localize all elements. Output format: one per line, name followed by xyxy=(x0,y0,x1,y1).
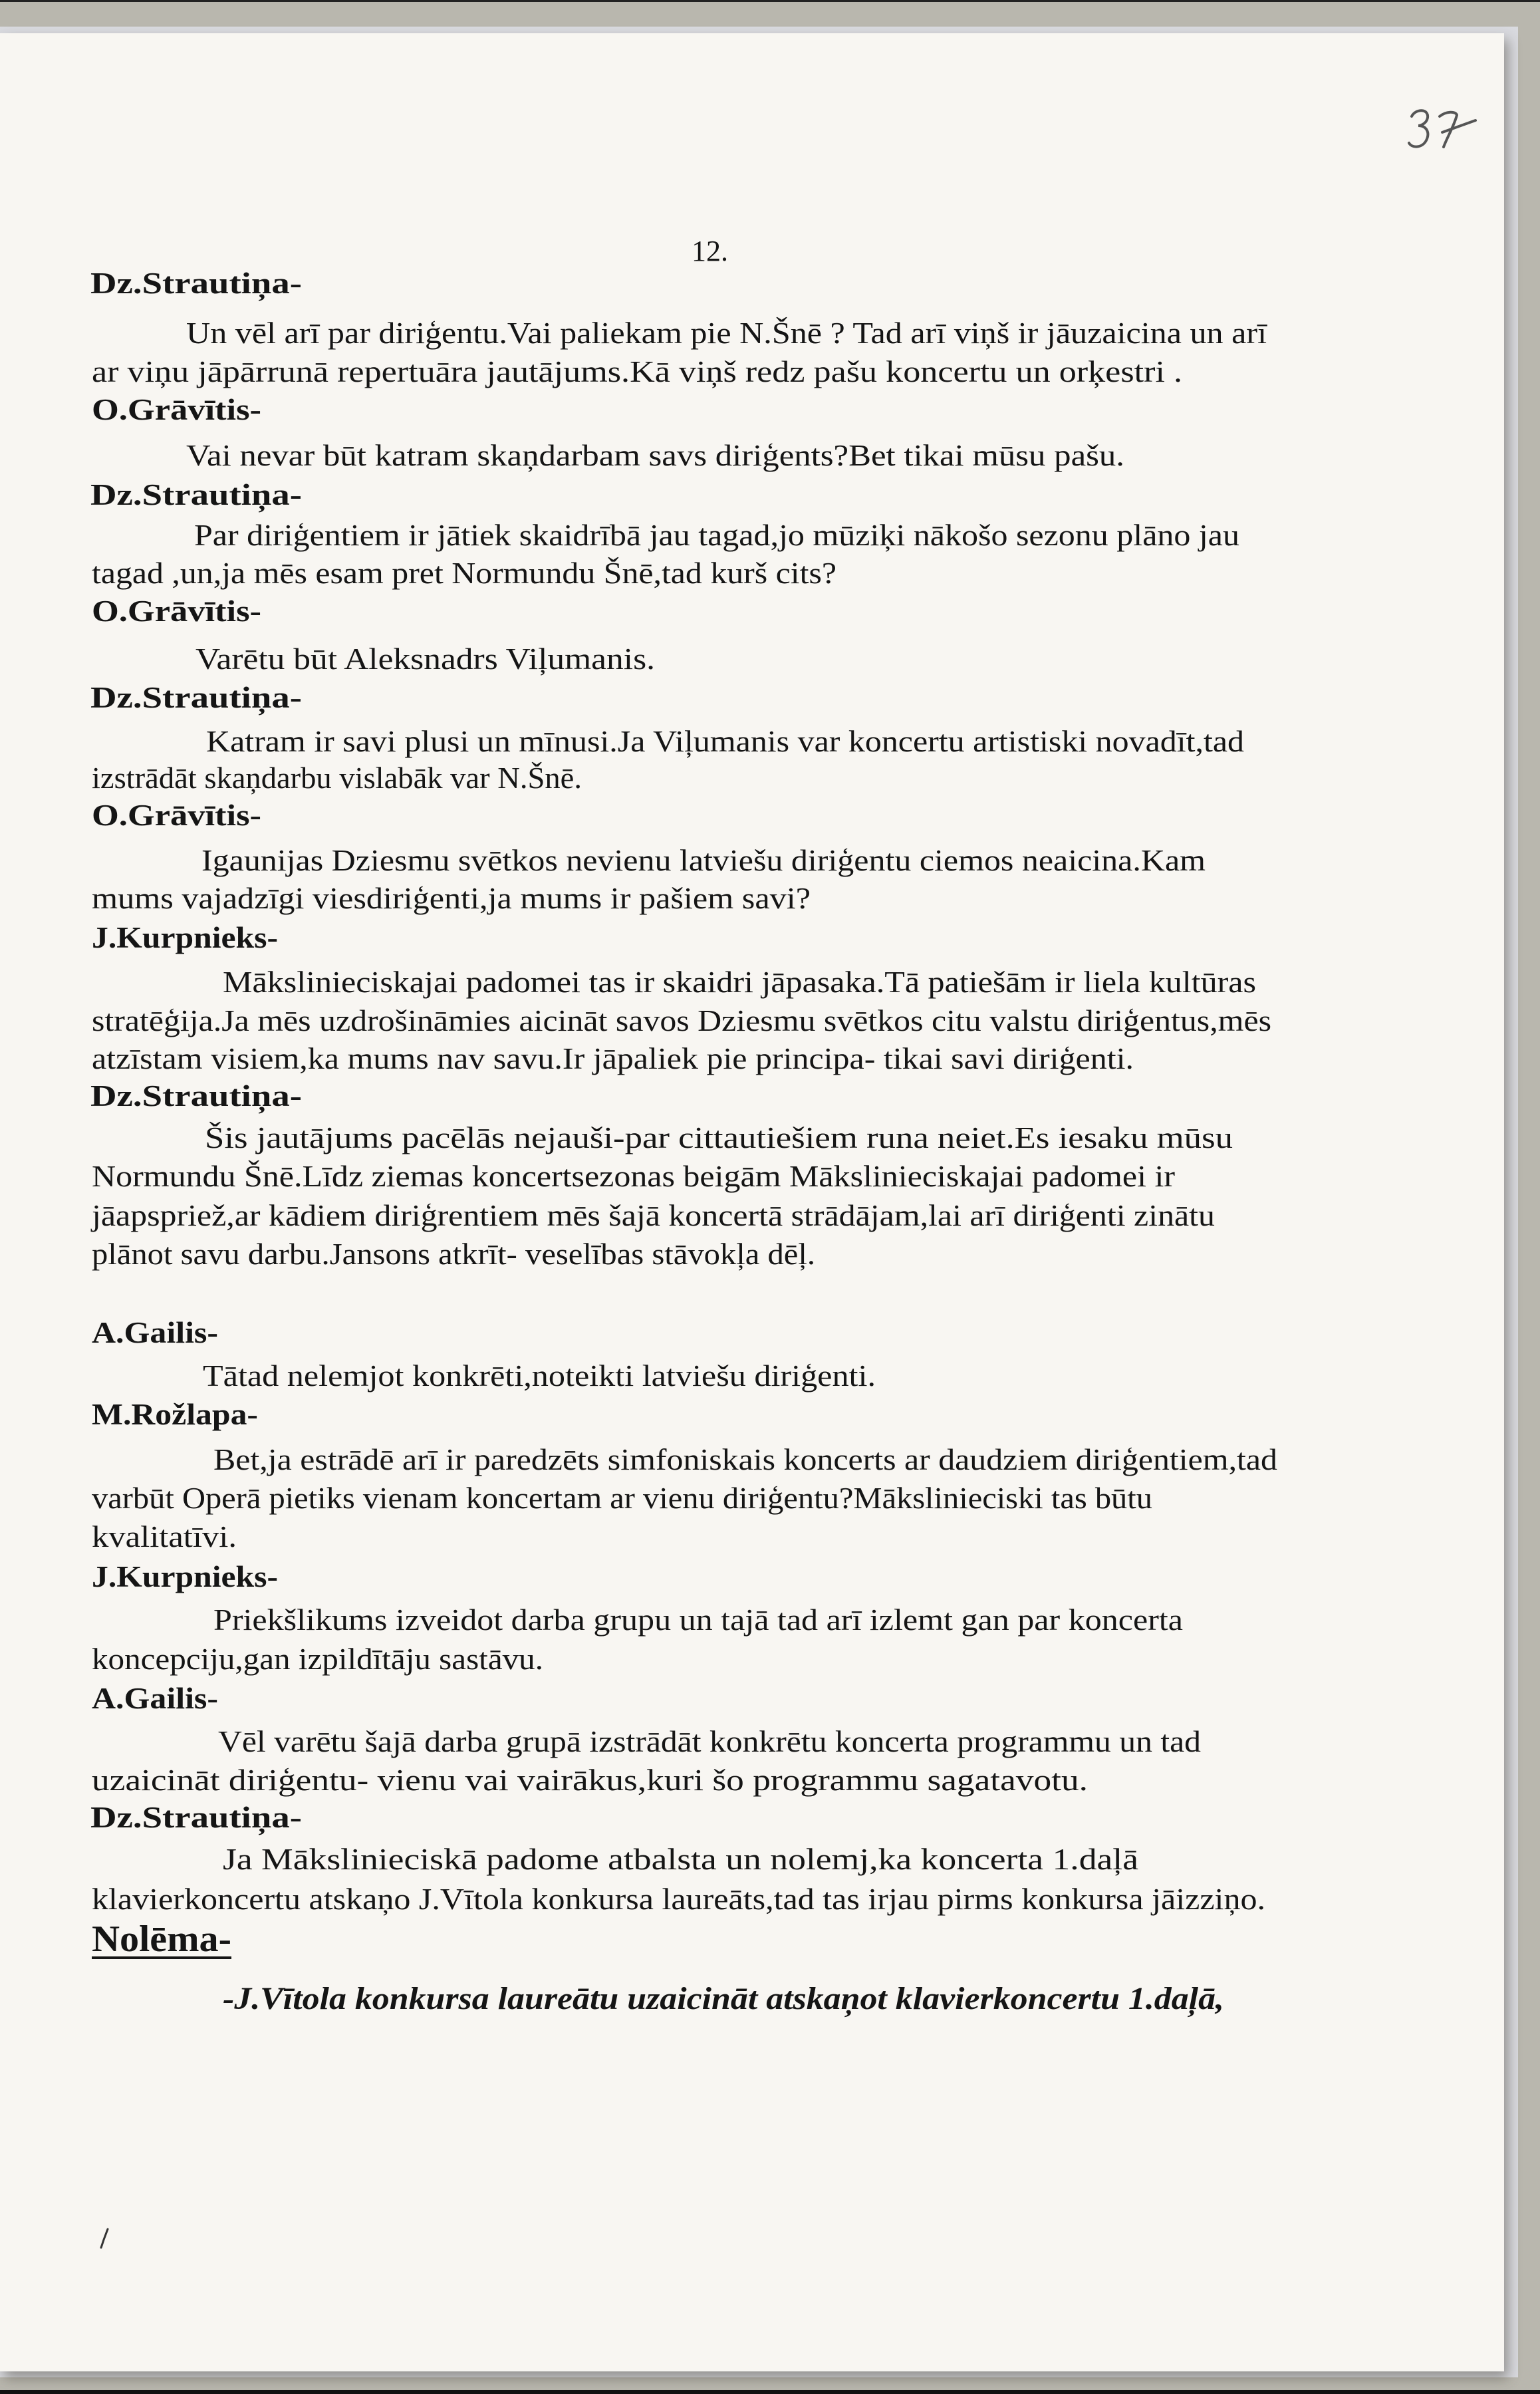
speech-line: koncepciju,gan izpildītāju sastāvu. xyxy=(92,1642,543,1676)
speaker-label: J.Kurpnieks- xyxy=(92,921,278,954)
speech-line: izstrādāt skaņdarbu vislabāk var N.Šnē. xyxy=(92,761,582,795)
speech-line: Un vēl arī par diriģentu.Vai paliekam pie N.Šnē ? Tad arī viņš ir jāuzaicina un arī xyxy=(186,316,1267,350)
speaker-label: Dz.Strautiņa- xyxy=(90,267,302,300)
speaker-label: M.Rožlapa- xyxy=(92,1398,258,1431)
speech-line: Vēl varētu šajā darba grupā izstrādāt konkrētu koncerta programmu un tad xyxy=(218,1724,1201,1758)
speech-line: Mākslinieciskajai padomei tas ir skaidri jāpasaka.Tā patiešām ir liela kultūras xyxy=(223,965,1256,999)
handwritten-folio-number xyxy=(1406,103,1479,156)
speech-line: Vai nevar būt katram skaņdarbam savs diriģents?Bet tikai mūsu pašu. xyxy=(186,438,1124,472)
pen-mark xyxy=(98,2228,112,2252)
speech-line: tagad ,un,ja mēs esam pret Normundu Šnē,tad kurš cits? xyxy=(92,556,836,590)
speech-line: Par diriģentiem ir jātiek skaidrībā jau tagad,jo mūziķi nākošo sezonu plāno jau xyxy=(194,518,1239,552)
speech-line: Normundu Šnē.Līdz ziemas koncertsezonas beigām Mākslinieciskajai padomei ir xyxy=(92,1159,1176,1193)
speaker-label: Dz.Strautiņa- xyxy=(90,1079,302,1113)
speech-line: Igaunijas Dziesmu svētkos nevienu latviešu diriģentu ciemos neaicina.Kam xyxy=(201,843,1206,877)
speech-line: Bet,ja estrādē arī ir paredzēts simfoniskais koncerts ar daudziem diriģentiem,tad xyxy=(213,1442,1278,1476)
speech-line: klavierkoncertu atskaņo J.Vītola konkursa laureāts,tad tas irjau pirms konkursa jāizziņo. xyxy=(92,1882,1266,1916)
speech-line: uzaicināt diriģentu- vienu vai vairākus,kuri šo programmu sagatavotu. xyxy=(92,1763,1088,1797)
speaker-label: A.Gailis- xyxy=(92,1316,218,1349)
speech-line: ar viņu jāpārrunā repertuāra jautājums.Kā viņš redz pašu koncertu un orķestri . xyxy=(92,354,1182,388)
speech-line: Varētu būt Aleksnadrs Viļumanis. xyxy=(195,642,655,676)
speech-line: Ja Mākslinieciskā padome atbalsta un nolemj,ka koncerta 1.daļā xyxy=(223,1842,1138,1876)
decision-item: -J.Vītola konkursa laureātu uzaicināt atskaņot klavierkoncertu 1.daļā, xyxy=(223,1981,1224,2016)
decision-heading: Nolēma- xyxy=(92,1919,231,1960)
speech-line: varbūt Operā pietiks vienam koncertam ar vienu diriģentu?Mākslinieciski tas būtu xyxy=(92,1481,1152,1515)
page-number: 12. xyxy=(692,235,728,267)
speaker-label: O.Grāvītis- xyxy=(92,799,261,832)
speech-line: Katram ir savi plusi un mīnusi.Ja Viļumanis var koncertu artistiski novadīt,tad xyxy=(206,724,1244,758)
speaker-label: Dz.Strautiņa- xyxy=(90,1801,302,1834)
speech-line: jāapspriež,ar kādiem diriģrentiem mēs šajā koncertā strādājam,lai arī diriģenti zinātu xyxy=(92,1198,1215,1232)
speaker-label: J.Kurpnieks- xyxy=(92,1560,278,1593)
speaker-label: A.Gailis- xyxy=(92,1682,218,1715)
speaker-label: O.Grāvītis- xyxy=(92,595,261,628)
speech-line: plānot savu darbu.Jansons atkrīt- veselības stāvokļa dēļ. xyxy=(92,1237,815,1271)
document-page xyxy=(0,33,1504,2371)
speech-line: atzīstam visiem,ka mums nav savu.Ir jāpaliek pie principa- tikai savi diriģenti. xyxy=(92,1041,1134,1075)
speech-line: mums vajadzīgi viesdiriģenti,ja mums ir pašiem savi? xyxy=(92,881,811,915)
speech-line: Šis jautājums pacēlās nejauši-par cittautiešiem runa neiet.Es iesaku mūsu xyxy=(205,1121,1233,1154)
speech-line: stratēģija.Ja mēs uzdrošināmies aicināt savos Dziesmu svētkos citu valstu diriģentus,mēs xyxy=(92,1003,1271,1037)
scanner-edge-top xyxy=(0,0,1540,2)
speech-line: kvalitatīvi. xyxy=(92,1520,237,1553)
speaker-label: Dz.Strautiņa- xyxy=(90,478,302,511)
scanner-edge-bottom xyxy=(0,2390,1540,2394)
speech-line: Tātad nelemjot konkrēti,noteikti latviešu diriģenti. xyxy=(203,1359,876,1393)
speaker-label: O.Grāvītis- xyxy=(92,393,261,426)
speech-line: Priekšlikums izveidot darba grupu un tajā tad arī izlemt gan par koncerta xyxy=(213,1603,1184,1637)
speaker-label: Dz.Strautiņa- xyxy=(90,681,302,714)
